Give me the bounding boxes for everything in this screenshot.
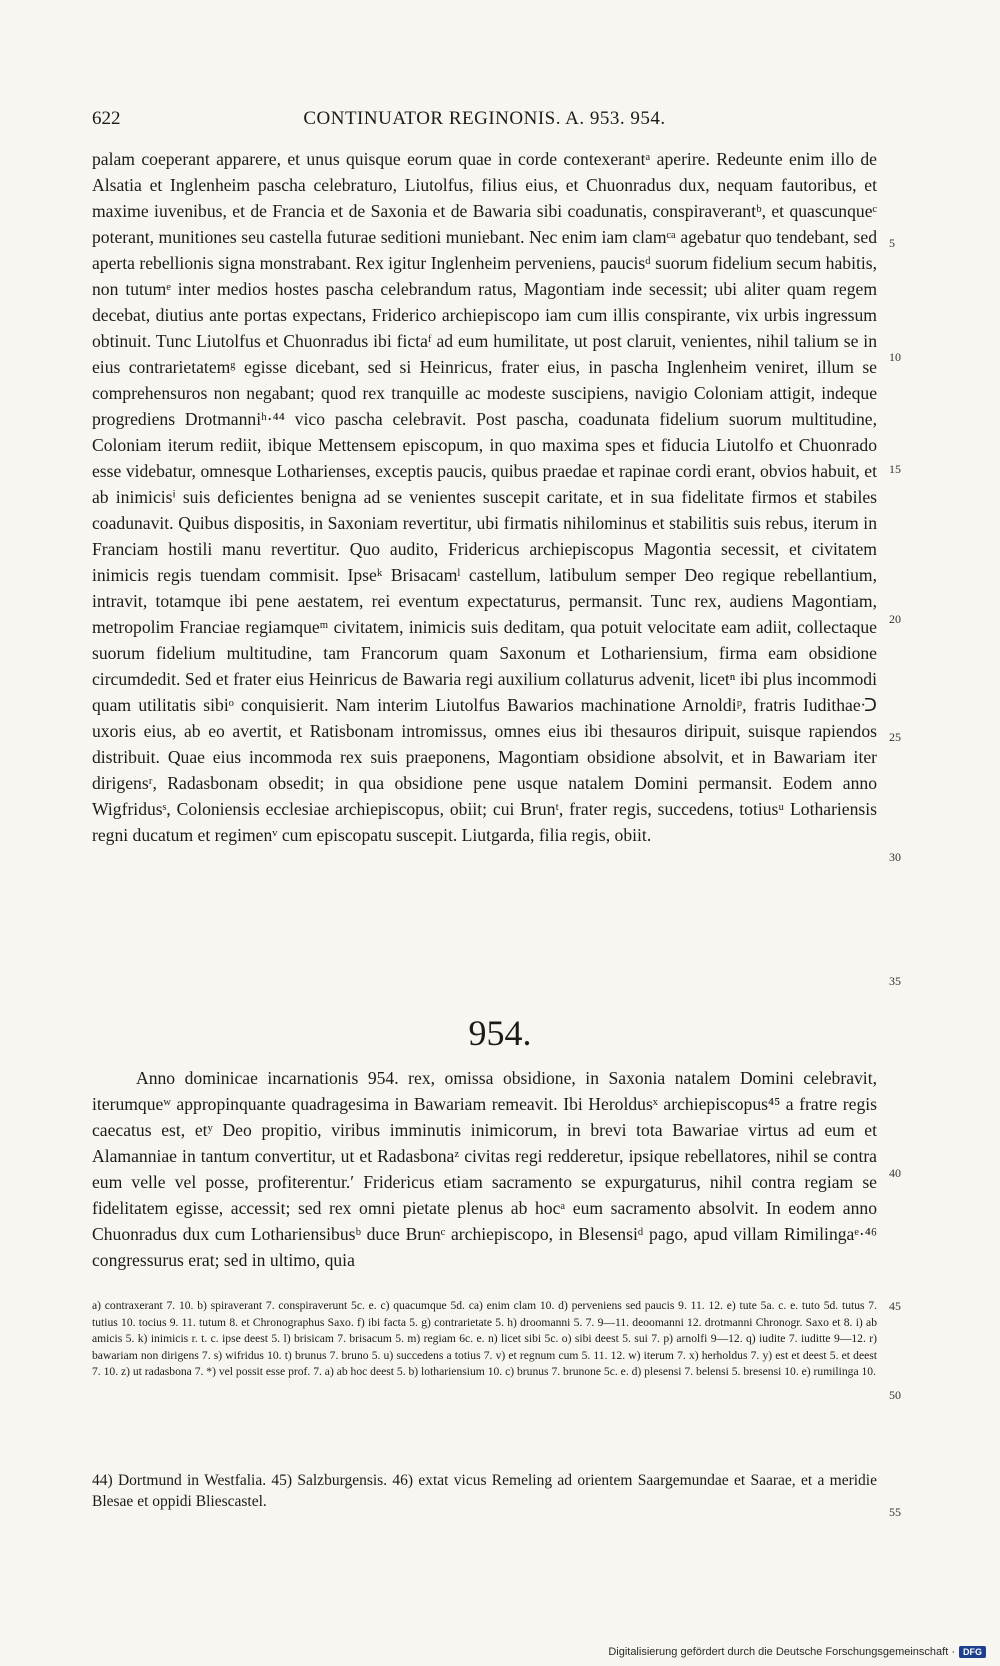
line-number: 45 (889, 1299, 901, 1313)
year-heading: 954. (468, 1013, 532, 1053)
apparatus-text: a) contraxerant 7. 10. b) spiraverant 7. conspiraverunt 5c. e. c) quacumque 5d. ca) enim clam 10. d) perveniens sed paucis 9. 11. 12. e) tute 5a. c. e. tuto 5d. tutus 7. tutius 10. tocius 9. 11. tutum 8. et Chronographus Saxo. f) ibi facta 5. g) contrarietate 5. h) droomanni 5. 7. 9—11. deoomanni 12. drotmanni Chronogr. Saxo et 8. i) ab amicis 5. k) inimicis r. t. c. ipse deest 5. l) brisicam 7. brisacum 5. m) regiam 6c. e. n) licet sibi 5c. o) sibi deest 5. sui 7. p) arnolfi 9—12. q) iudite 7. iuditte 9—12. r) bawariam non dirigens 7. s) wifridus 10. t) brunus 7. bruno 5. u) succedens a totius 7. v) et regnum cum 5. 11. 12. w) iterum 7. x) herholdus 7. y) est et deest 5. et deest 7. 10. z) ut radasbona 7. *) vel possit esse prof. 7. a) ab hoc deest 5. b) lothariensium 10. c) brunus 7. brunone 5c. e. d) plesensi 7. belensi 5. bresensi 10. e) rumilinga 10. (92, 1299, 877, 1378)
page-header (92, 108, 877, 132)
line-number: 10 (889, 350, 901, 364)
year-954-text-block (92, 1065, 877, 1273)
main-text-block (92, 146, 877, 848)
main-paragraph: palam coeperant apparere, et unus quisque eorum quae in corde contexerantᵃ aperire. Redeunte enim illo de Alsatia et Inglenheim pascha celebraturo, Liutolfus, filius eius, et Chuonradus dux, nequam fautoribus, et maxime iuvenibus, et de Francia et de Saxonia et de Bawaria sibi coadunatis, conspiraverantᵇ, et quascunqueᶜ poterant, munitiones seu castella futurae seditioni muniebant. Nec enim iam clamᶜᵃ agebatur quo tendebant, sed aperta rebellionis signa monstrabant. Rex igitur Inglenheim perveniens, paucisᵈ suorum fidelium secum habitis, non tutumᵉ inter medios hostes pascha celebrandum ratus, Magontiam inde secessit; ubi aliter quam regem decebat, diutius ante portas expectans, Friderico archiepiscopo iam cum illis conspirante, vix urbis ingressum obtinuit. Tunc Liutolfus et Chuonradus ibi fictaᶠ ad eum humilitate, ut post claruit, venientes, nihil talium se in eius contrarietatemᵍ egisse dicebant, sed si Heinricus, frater eius, in pascha Inglenheim veniret, illum se comprehensuros non negabant; quod rex tranquille ac modeste suscipiens, navigio Coloniam attigit, indeque progrediens Drotmanniʰ·⁴⁴ vico pascha celebravit. Post pascha, coadunata fidelium suorum multitudine, Coloniam iterum rediit, ibique Mettensem episcopum, in quo maxima spes et fiducia Liutolfo et Chuonrado esse videbatur, omnesque Lotharienses, exceptis paucis, quibus praedae et rapinae cordi erant, obvios habuit, et ab inimicisⁱ suis deficientes benigna ad se venientes suscepit caritate, et in sua fidelitate firmos et stabiles coadunavit. Quibus dispositis, in Saxoniam revertitur, ubi firmatis nihilominus et stabilitis suis rebus, iterum in Franciam hostili manu revertitur. Quo audito, Fridericus archiepiscopus Magontia secessit, et civitatem inimicis regis tuendam commisit. Ipseᵏ Brisacamˡ castellum, latibulum semper Deo regique rebellantium, intravit, totamque ibi pene aestatem, rei eventum expectaturus, permansit. Tunc rex, audiens Magontiam, metropolim Franciae regiamqueᵐ civitatem, inimicis suis deditam, qua potuit velocitate eam adiit, collectaque suorum fidelium multitudine, tam Francorum quam Saxonum et Lothariensium, firma eam obsidione circumdedit. Sed et frater eius Heinricus de Bawaria regi auxilium collaturus advenit, licetⁿ ibi plus incommodi quam utilitatis sibiᵒ conquisierit. Nam interim Liutolfus Bawarios machinatione Arnoldiᵖ, fratris Iudithaeᑝ uxoris eius, ab eo avertit, et Ratisbonam intromissus, omnes eius ibi thesauros diripuit, suisque rapiendos distribuit. Quae eius incommoda rex suis praeponens, Magontiam obsidione absolvit, et in Bawariam iter dirigensʳ, Radasbonam obsedit; in qua obsidione pene usque natalem Domini permansit. Eodem anno Wigfridusˢ, Coloniensis ecclesiae archiepiscopus, obiit; cui Brunᵗ, frater regis, succedens, totiusᵘ Lothariensis regni ducatum et regimenᵛ cum episcopatu suscepit. Liutgarda, filia regis, obiit. (92, 149, 877, 845)
dfg-logo: DFG (959, 1646, 986, 1658)
line-number: 35 (889, 974, 901, 988)
digitization-credit (608, 1646, 986, 1658)
line-number: 30 (889, 850, 901, 864)
running-title: CONTINUATOR REGINONIS. A. 953. 954. (303, 108, 666, 129)
line-number: 20 (889, 612, 901, 626)
line-number: 40 (889, 1166, 901, 1180)
footnotes-text: 44) Dortmund in Westfalia. 45) Salzburgensis. 46) extat vicus Remeling ad orientem Saargemundae et Saarae, et a meridie Blesae et oppidi Bliescastel. (92, 1472, 877, 1510)
credit-text: Digitalisierung gefördert durch die Deutsche Forschungsgemeinschaft · (608, 1646, 955, 1658)
line-number: 50 (889, 1388, 901, 1402)
line-number: 55 (889, 1505, 901, 1519)
page-number: 622 (92, 108, 121, 129)
line-number: 25 (889, 730, 901, 744)
line-number: 5 (889, 236, 895, 250)
footnotes (92, 1470, 877, 1512)
year-954-paragraph: Anno dominicae incarnationis 954. rex, omissa obsidione, in Saxonia natalem Domini celebravit, iterumqueʷ appropinquante quadragesima in Bawariam remeavit. Ibi Heroldusˣ archiepiscopus⁴⁵ a fratre regis caecatus est, etʸ Deo propitio, viribus imminutis inimicorum, in brevi tota Bawariae virtus ad eum et Alamanniae in tantum convertitur, ut et Radasbonaᶻ civitas regi redderetur, ipsique rebellatores, nihil se contra eum velle vel posse, profiterentur.′ Fridericus etiam sacramento se expurgaturus, nihil contra regiam se fidelitatem egisse, accessit; sed rex omni pietate plenus ab hocᵃ eum sacramento absolvit. In eodem anno Chuonradus dux cum Lothariensibusᵇ duce Brunᶜ archiepiscopo, in Blesensiᵈ pago, apud villam Rimilingaᵉ·⁴⁶ congressurus erat; sed in ultimo, quia (92, 1068, 877, 1270)
line-number: 15 (889, 462, 901, 476)
critical-apparatus (92, 1298, 877, 1381)
